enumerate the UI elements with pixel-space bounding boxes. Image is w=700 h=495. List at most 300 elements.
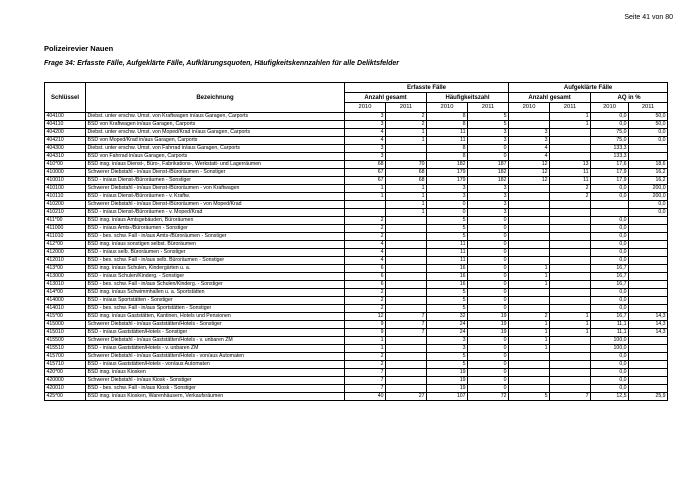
cell-rate-2011: 14,3 [629,313,668,321]
cell-solved-2010: 1 [509,273,550,281]
cell-recorded-2011: 27 [386,393,427,401]
table-row [45,201,668,209]
year-header: 2011 [386,103,427,113]
cell-recorded-2010: 3 [345,145,386,153]
cell-description: Schwerer Diebstahl - in/aus Gaststätten/Hotels - v. unbaren ZM [86,337,345,345]
cell-recorded-2011 [386,297,427,305]
cell-description: BSD - in/aus Dienst-/Büroräumen - v. Moped/Krad [86,209,345,217]
cell-description: BSD insg. in/aus Schulen, Kindergärten u. a. [86,265,345,273]
cell-frequency-2010: 32 [427,313,468,321]
cell-solved-2011 [550,241,591,249]
cell-rate-2011 [629,353,668,361]
cell-rate-2010: 0,0 [591,217,629,225]
cell-recorded-2010: 67 [345,177,386,185]
cell-solved-2011 [550,345,591,353]
cell-rate-2011: 14,3 [629,329,668,337]
cell-frequency-2011: 0 [468,305,509,313]
table-row [45,185,668,193]
table-row [45,145,668,153]
cell-rate-2010: 0,0 [591,113,629,121]
cell-description: BSD - in/aus Dienst-/Büroräumen - Sonstiger [86,177,345,185]
cell-description: BSD insg. in/aus Gaststätten, Kantinen, Hotels und Pensionen [86,313,345,321]
cell-recorded-2011 [386,281,427,289]
cell-frequency-2010: 11 [427,137,468,145]
cell-key: 415500 [45,337,86,345]
cell-recorded-2011: 68 [386,169,427,177]
cell-solved-2010 [509,225,550,233]
cell-solved-2011 [550,217,591,225]
cell-recorded-2010: 68 [345,161,386,169]
cell-frequency-2011: 0 [468,153,509,161]
cell-frequency-2010: 107 [427,393,468,401]
cell-description: Schwerer Diebstahl - in/aus Dienst-/Büroräumen - Sonstiger [86,169,345,177]
cell-solved-2011 [550,369,591,377]
cell-solved-2010: 1 [509,329,550,337]
cell-rate-2011 [629,369,668,377]
cell-frequency-2011: 182 [468,169,509,177]
cell-key: 415510 [45,345,86,353]
cell-recorded-2011 [386,241,427,249]
table-row [45,385,668,393]
cell-solved-2011 [550,289,591,297]
page-number: Seite 41 von 80 [624,14,673,21]
cell-solved-2011 [550,361,591,369]
cell-key: 411010 [45,233,86,241]
year-header: 2010 [509,103,550,113]
cell-description: BSD insg. in/aus sonstigen selbst. Büroräumen [86,241,345,249]
cell-rate-2011: 50,0 [629,113,668,121]
year-header: 2011 [550,103,591,113]
cell-frequency-2010: 3 [427,345,468,353]
cell-rate-2010: 12,5 [591,393,629,401]
cell-frequency-2010: 16 [427,273,468,281]
cell-frequency-2011: 0 [468,385,509,393]
cell-frequency-2011: 0 [468,337,509,345]
cell-solved-2010: 5 [509,393,550,401]
cell-frequency-2010: 16 [427,281,468,289]
cell-frequency-2011: 182 [468,177,509,185]
cell-solved-2011 [550,273,591,281]
cell-recorded-2011 [386,337,427,345]
cell-rate-2010: 0,0 [591,369,629,377]
cell-recorded-2010: 67 [345,169,386,177]
cell-key: 410*00 [45,161,86,169]
cell-description: BSD - in/aus Amts-/Büroräumen - Sonstiger [86,225,345,233]
cell-description: BSD - in/aus Sportstätten - Sonstiger [86,297,345,305]
cell-frequency-2010: 24 [427,329,468,337]
cell-recorded-2011 [386,145,427,153]
cell-rate-2010: 0,0 [591,193,629,201]
cell-solved-2010 [509,113,550,121]
cell-description: BSD insg. in/aus Amtsgebäuden, Büroräumen [86,217,345,225]
cell-frequency-2010: 11 [427,249,468,257]
cell-frequency-2010: 8 [427,145,468,153]
cell-recorded-2010: 1 [345,193,386,201]
cell-rate-2011: 25,9 [629,393,668,401]
cell-key: 411*00 [45,217,86,225]
table-caption: Frage 34: Erfasste Fälle, Aufgeklärte Fälle, Aufklärungsquoten, Häufigkeitskennzahlen für alle Deliktsfelder [44,60,400,67]
cell-recorded-2010: 6 [345,281,386,289]
cell-frequency-2010: 5 [427,225,468,233]
table-row [45,113,668,121]
cell-recorded-2010: 2 [345,289,386,297]
cell-description: BSD insg. in/aus Kiosken [86,369,345,377]
cell-rate-2011 [629,377,668,385]
cell-recorded-2011 [386,385,427,393]
cell-rate-2011 [629,297,668,305]
cell-rate-2010: 0,0 [591,185,629,193]
cell-solved-2011 [550,137,591,145]
cell-frequency-2010: 179 [427,169,468,177]
cell-solved-2010: 12 [509,161,550,169]
cell-solved-2011: 13 [550,161,591,169]
cell-rate-2011 [629,257,668,265]
cell-rate-2010: 17,9 [591,169,629,177]
cell-rate-2010 [591,201,629,209]
cell-frequency-2010: 11 [427,257,468,265]
cell-frequency-2010: 5 [427,297,468,305]
cell-rate-2011: 0,0 [629,209,668,217]
cell-description: Diebst. unter erschw. Umst. von Kraftwagen in/aus Garagen, Carports [86,113,345,121]
cell-recorded-2011 [386,153,427,161]
cell-key: 404210 [45,137,86,145]
cell-key: 420*00 [45,369,86,377]
cell-description: BSD von Moped/Krad in/aus Garagen, Carports [86,137,345,145]
table-row [45,361,668,369]
cell-frequency-2010: 5 [427,233,468,241]
cell-rate-2010: 0,0 [591,257,629,265]
cell-rate-2010: 17,6 [591,161,629,169]
cell-key: 413*00 [45,265,86,273]
table-row [45,177,668,185]
cell-frequency-2011: 3 [468,209,509,217]
cell-recorded-2011 [386,377,427,385]
cell-solved-2010: 1 [509,345,550,353]
cell-recorded-2011 [386,233,427,241]
cell-key: 410010 [45,177,86,185]
cell-frequency-2011: 3 [468,185,509,193]
cell-solved-2011 [550,201,591,209]
cell-recorded-2011: 7 [386,313,427,321]
cell-rate-2010 [591,209,629,217]
table-row [45,265,668,273]
cell-description: BSD von Fahrrad in/aus Garagen, Carports [86,153,345,161]
cell-frequency-2011: 3 [468,201,509,209]
cell-recorded-2011: 2 [386,113,427,121]
cell-rate-2010: 16,7 [591,281,629,289]
cell-key: 415700 [45,353,86,361]
year-header: 2011 [468,103,509,113]
cell-recorded-2011: 1 [386,137,427,145]
cell-recorded-2011: 70 [386,161,427,169]
cell-key: 411000 [45,225,86,233]
cell-recorded-2011 [386,353,427,361]
cell-rate-2011 [629,345,668,353]
cell-recorded-2011 [386,305,427,313]
cell-key: 412000 [45,249,86,257]
table-row [45,209,668,217]
cell-rate-2011 [629,225,668,233]
year-header: 2010 [345,103,386,113]
cell-frequency-2010: 11 [427,241,468,249]
cell-solved-2010: 1 [509,265,550,273]
cell-recorded-2011 [386,249,427,257]
cell-frequency-2011: 5 [468,113,509,121]
cell-frequency-2011: 5 [468,121,509,129]
cell-solved-2010 [509,297,550,305]
cell-frequency-2011: 3 [468,129,509,137]
cell-rate-2011: 0,0 [629,201,668,209]
cell-rate-2010: 11,1 [591,321,629,329]
cell-frequency-2010: 5 [427,217,468,225]
cell-key: 414010 [45,305,86,313]
cell-recorded-2010 [345,209,386,217]
subheader-clearance-rate: AQ in % [591,93,668,103]
cell-rate-2011: 0,0 [629,137,668,145]
cell-description: BSD - in/aus Dienst-/Büroräumen - v. Kraftw. [86,193,345,201]
table-row [45,305,668,313]
cell-solved-2011 [550,337,591,345]
cell-solved-2011 [550,305,591,313]
cell-solved-2010 [509,305,550,313]
cell-recorded-2011 [386,217,427,225]
cell-rate-2010: 100,0 [591,337,629,345]
cell-rate-2010: 75,0 [591,129,629,137]
column-header-key: Schlüssel [45,83,86,113]
cell-rate-2010: 16,7 [591,313,629,321]
cell-frequency-2010: 16 [427,265,468,273]
group-header-recorded-cases: Erfasste Fälle [345,83,509,93]
cell-key: 420000 [45,377,86,385]
cell-recorded-2010: 2 [345,353,386,361]
cell-frequency-2010: 0 [427,209,468,217]
subheader-solved-total: Anzahl gesamt [509,93,591,103]
cell-rate-2011 [629,289,668,297]
table-row [45,129,668,137]
cell-key: 420010 [45,385,86,393]
cell-solved-2010 [509,369,550,377]
cell-solved-2011: 1 [550,121,591,129]
cell-solved-2010: 4 [509,153,550,161]
header-row-groups [45,83,668,93]
cell-description: Schwerer Diebstahl - in/aus Gaststätten/Hotels - Sonstiger [86,321,345,329]
cell-frequency-2011: 0 [468,233,509,241]
cell-solved-2010 [509,385,550,393]
cell-frequency-2011: 72 [468,393,509,401]
cell-key: 410110 [45,193,86,201]
cell-solved-2011 [550,377,591,385]
table-row [45,249,668,257]
cell-recorded-2010: 6 [345,265,386,273]
table-row [45,153,668,161]
table-row [45,353,668,361]
cell-rate-2010: 0,0 [591,385,629,393]
cell-frequency-2011: 0 [468,377,509,385]
cell-recorded-2010: 3 [345,113,386,121]
cell-key: 410200 [45,201,86,209]
year-header: 2011 [629,103,668,113]
cell-solved-2011 [550,385,591,393]
cell-rate-2011 [629,153,668,161]
cell-recorded-2011: 2 [386,121,427,129]
cell-rate-2011: 200,0 [629,193,668,201]
cell-solved-2011 [550,249,591,257]
cell-frequency-2011: 3 [468,193,509,201]
cell-frequency-2010: 5 [427,353,468,361]
cell-solved-2010: 1 [509,281,550,289]
statistics-table [44,82,668,401]
cell-solved-2010: 3 [509,129,550,137]
cell-solved-2011 [550,153,591,161]
cell-rate-2011 [629,249,668,257]
cell-key: 415710 [45,361,86,369]
cell-recorded-2011: 7 [386,321,427,329]
cell-rate-2011: 50,0 [629,121,668,129]
cell-solved-2011 [550,353,591,361]
cell-rate-2011: 200,0 [629,185,668,193]
cell-description: BSD - in/aus Gaststätten/Hotels - Sonstiger [86,329,345,337]
cell-frequency-2011: 0 [468,145,509,153]
cell-recorded-2010: 7 [345,369,386,377]
cell-description: Schwerer Diebstahl - in/aus Dienst-/Büroräumen - von Moped/Krad [86,201,345,209]
table-row [45,369,668,377]
table-row [45,321,668,329]
cell-rate-2011 [629,273,668,281]
cell-frequency-2011: 0 [468,265,509,273]
table-row [45,345,668,353]
cell-recorded-2010: 7 [345,377,386,385]
cell-frequency-2010: 19 [427,385,468,393]
cell-recorded-2010: 3 [345,153,386,161]
year-header: 2010 [427,103,468,113]
cell-solved-2010 [509,353,550,361]
cell-solved-2010 [509,201,550,209]
table-row [45,273,668,281]
cell-rate-2010: 0,0 [591,241,629,249]
cell-rate-2011 [629,361,668,369]
cell-solved-2011 [550,233,591,241]
table-row [45,217,668,225]
cell-frequency-2011: 0 [468,225,509,233]
cell-solved-2010 [509,233,550,241]
cell-key: 415000 [45,321,86,329]
cell-frequency-2011: 19 [468,329,509,337]
cell-frequency-2010: 19 [427,369,468,377]
cell-rate-2011: 14,3 [629,321,668,329]
cell-rate-2010: 0,0 [591,377,629,385]
cell-description: BSD - bes. schw. Fall - in/aus Kiosk - Sonstiger [86,385,345,393]
cell-rate-2010: 0,0 [591,297,629,305]
cell-frequency-2011: 0 [468,361,509,369]
cell-key: 404310 [45,153,86,161]
cell-key: 404300 [45,145,86,153]
cell-frequency-2011: 0 [468,217,509,225]
cell-recorded-2010: 1 [345,337,386,345]
cell-recorded-2010: 7 [345,385,386,393]
cell-solved-2010: 1 [509,321,550,329]
cell-rate-2010: 100,0 [591,345,629,353]
cell-solved-2010 [509,185,550,193]
cell-frequency-2011: 0 [468,353,509,361]
cell-frequency-2011: 19 [468,313,509,321]
table-row [45,337,668,345]
cell-rate-2010: 0,0 [591,289,629,297]
cell-recorded-2011: 68 [386,177,427,185]
cell-key: 412010 [45,257,86,265]
year-header: 2010 [591,103,629,113]
cell-rate-2011: 16,2 [629,177,668,185]
cell-recorded-2010: 3 [345,121,386,129]
cell-recorded-2011: 7 [386,329,427,337]
cell-solved-2011 [550,129,591,137]
cell-rate-2011: 0,0 [629,129,668,137]
cell-frequency-2010: 8 [427,121,468,129]
table-row [45,161,668,169]
cell-solved-2011 [550,281,591,289]
table-row [45,329,668,337]
table-row [45,377,668,385]
cell-solved-2011 [550,225,591,233]
cell-recorded-2010: 9 [345,321,386,329]
cell-recorded-2010: 2 [345,233,386,241]
cell-solved-2010 [509,217,550,225]
cell-recorded-2011 [386,289,427,297]
table-row [45,281,668,289]
cell-solved-2010: 12 [509,177,550,185]
cell-description: BSD insg. in/aus Kiosken, Warenhäusern, Verkaufsräumen [86,393,345,401]
cell-solved-2010: 2 [509,313,550,321]
cell-recorded-2011: 1 [386,209,427,217]
cell-frequency-2011: 0 [468,289,509,297]
cell-description: BSD - bes. schw. Fall - in/aus Schulen/Kinderg. - Sonstiger [86,281,345,289]
cell-frequency-2011: 3 [468,137,509,145]
cell-rate-2011 [629,281,668,289]
cell-rate-2011 [629,233,668,241]
cell-recorded-2011 [386,257,427,265]
cell-solved-2011 [550,265,591,273]
cell-key: 404200 [45,129,86,137]
cell-recorded-2010: 2 [345,297,386,305]
cell-solved-2010 [509,193,550,201]
cell-frequency-2010: 24 [427,321,468,329]
cell-solved-2010 [509,241,550,249]
cell-recorded-2010: 4 [345,129,386,137]
table-row [45,121,668,129]
cell-frequency-2011: 0 [468,345,509,353]
cell-solved-2011 [550,145,591,153]
cell-solved-2011 [550,209,591,217]
table-row [45,297,668,305]
cell-rate-2010: 16,7 [591,273,629,281]
cell-recorded-2011 [386,225,427,233]
cell-rate-2011: 16,2 [629,169,668,177]
cell-frequency-2010: 3 [427,337,468,345]
cell-key: 413000 [45,273,86,281]
cell-rate-2010: 0,0 [591,225,629,233]
cell-recorded-2010: 6 [345,273,386,281]
cell-rate-2010: 0,0 [591,353,629,361]
table-row [45,393,668,401]
table-row [45,241,668,249]
cell-recorded-2011: 1 [386,129,427,137]
cell-solved-2011: 1 [550,313,591,321]
cell-recorded-2011 [386,265,427,273]
cell-description: BSD - in/aus selb. Büroräumen - Sonstiger [86,249,345,257]
cell-rate-2010: 11,1 [591,329,629,337]
cell-frequency-2011: 0 [468,249,509,257]
cell-solved-2010 [509,289,550,297]
cell-frequency-2010: 5 [427,305,468,313]
